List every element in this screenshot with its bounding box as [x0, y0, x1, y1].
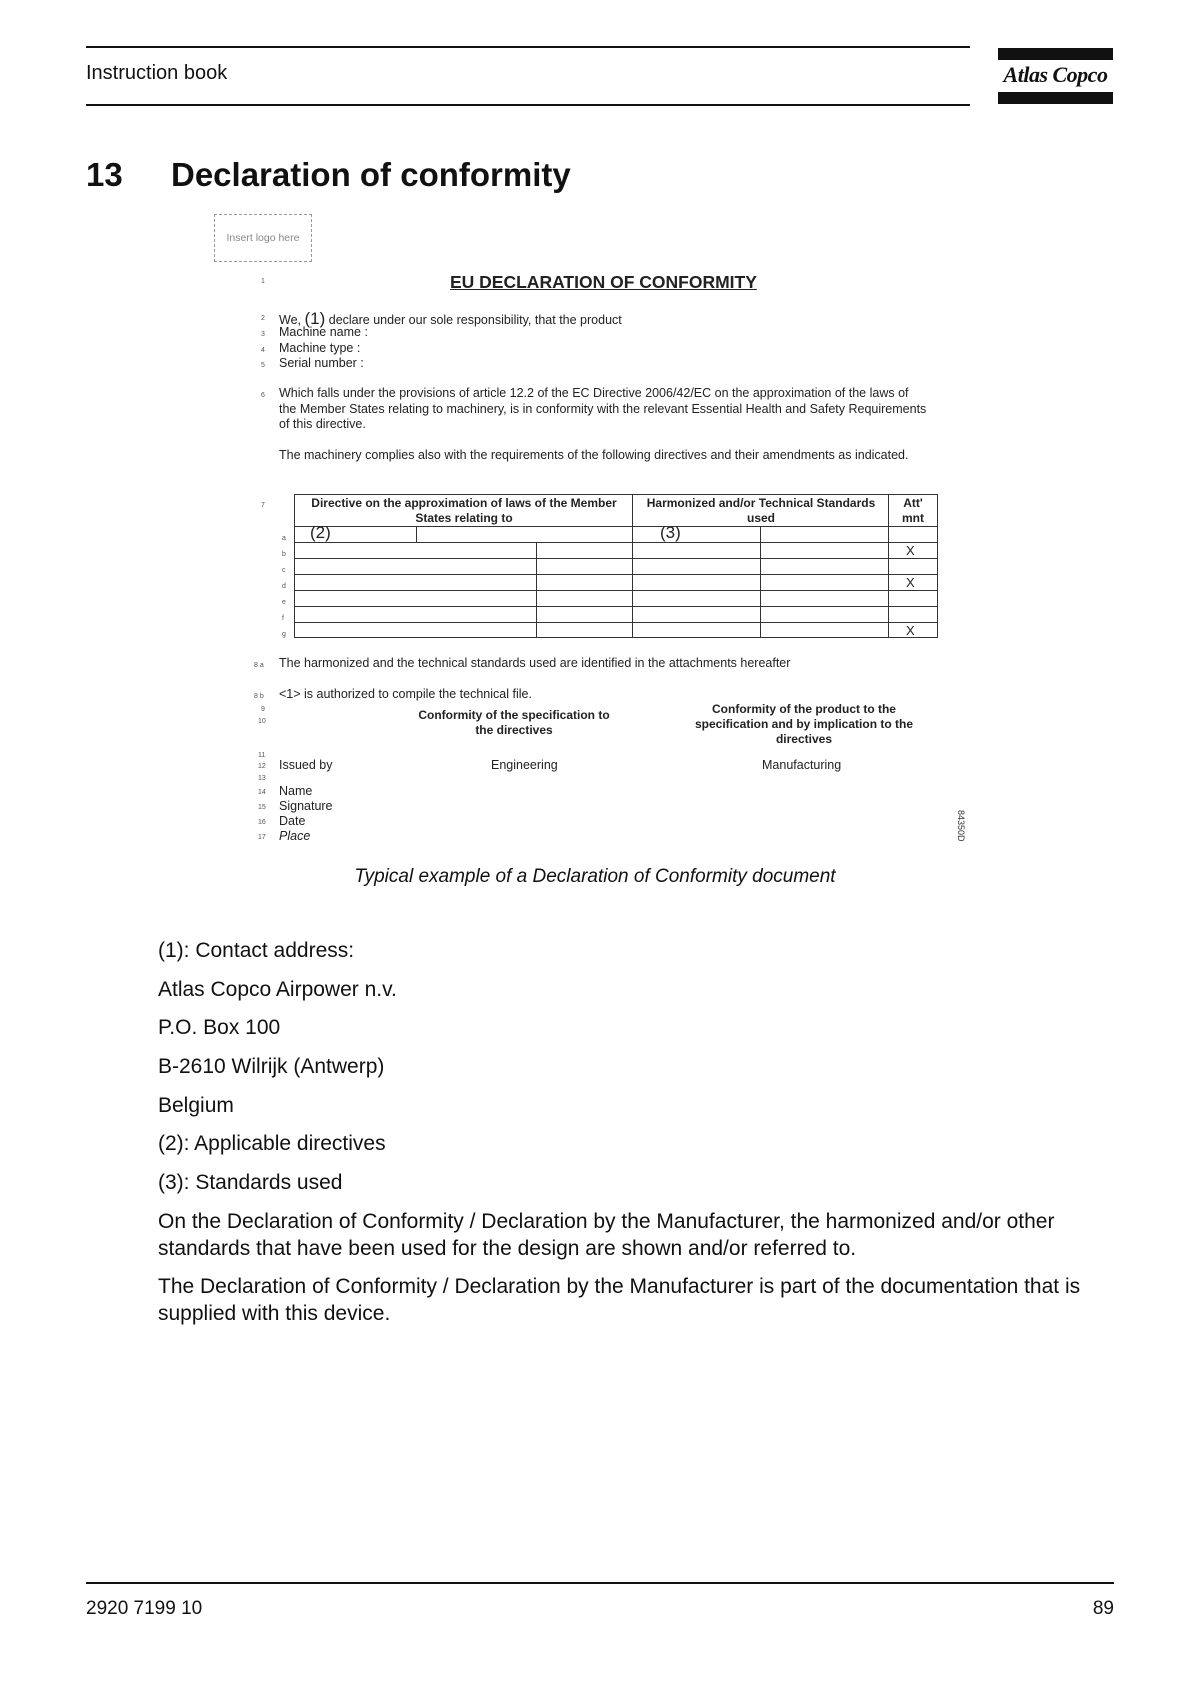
table-subdivider — [536, 542, 537, 638]
conformity-product-header: Conformity of the product to the specification and by implication to the directives — [694, 702, 914, 746]
section-number: 13 — [86, 156, 123, 193]
table-rule — [294, 558, 938, 559]
row-letter: a — [282, 535, 286, 542]
header-bottom-rule — [86, 104, 970, 106]
row-letter: g — [282, 631, 286, 638]
standards-label: (3): Standards used — [158, 1171, 343, 1194]
date-label: Date — [279, 814, 306, 828]
standards-marker: (3) — [660, 523, 681, 542]
row-letter: b — [282, 551, 286, 558]
logo-text: Atlas Copco — [1003, 62, 1108, 87]
logo-placeholder: Insert logo here — [214, 214, 312, 262]
authorized-note: <1> is authorized to compile the technical file. — [279, 687, 532, 701]
col-attachment-header: Att' mnt — [902, 496, 924, 525]
document-number: 2920 7199 10 — [86, 1598, 203, 1619]
row-letter: d — [282, 583, 286, 590]
directives-label: (2): Applicable directives — [158, 1132, 386, 1155]
serial-number: Serial number : — [279, 356, 364, 370]
po-box: P.O. Box 100 — [158, 1016, 281, 1039]
machine-name: Machine name : — [279, 325, 368, 339]
table-rule — [294, 637, 938, 638]
contact-label: (1): Contact address: — [158, 939, 355, 962]
line-number: 5 — [261, 362, 265, 369]
signature-label: Signature — [279, 799, 333, 813]
figure-code: 84350D — [956, 810, 966, 842]
attachment-x: X — [906, 575, 915, 590]
line-number: 15 — [258, 804, 266, 811]
row-letter: f — [282, 615, 284, 622]
table-subdivider — [416, 526, 417, 542]
line-number: 17 — [258, 834, 266, 841]
engineering-label: Engineering — [491, 758, 558, 772]
table-subdivider — [760, 526, 761, 542]
line-number: 8 a — [254, 662, 264, 669]
conformity-spec-header: Conformity of the specification to the directives — [418, 708, 610, 737]
col-standards-header: Harmonized and/or Technical Standards used — [646, 496, 876, 525]
machine-type: Machine type : — [279, 341, 361, 355]
line-number: 8 b — [254, 693, 264, 700]
line-number: 14 — [258, 789, 266, 796]
line-number: 1 — [261, 278, 265, 285]
header-title: Instruction book — [86, 62, 228, 84]
directives-table — [294, 494, 938, 638]
table-divider — [632, 494, 633, 638]
line-number: 16 — [258, 819, 266, 826]
line-number: 13 — [258, 775, 266, 782]
row-letter: c — [282, 567, 286, 574]
table-rule — [294, 622, 938, 623]
country: Belgium — [158, 1094, 234, 1117]
table-border — [937, 494, 938, 638]
figure-caption: Typical example of a Declaration of Conformity document — [354, 866, 836, 887]
line-number: 3 — [261, 331, 265, 338]
section-title: Declaration of conformity — [171, 156, 571, 193]
footer-rule — [86, 1582, 1114, 1584]
line-number: 7 — [261, 502, 265, 509]
table-rule — [294, 574, 938, 575]
company-name: Atlas Copco Airpower n.v. — [158, 978, 397, 1001]
table-subdivider — [760, 542, 761, 638]
logo-bottom-bar — [998, 92, 1113, 104]
row-letter: e — [282, 599, 286, 606]
line-number: 11 — [258, 752, 266, 759]
harmonized-note: The harmonized and the technical standards used are identified in the attachments hereafter — [279, 656, 791, 670]
col-directive-header: Directive on the approximation of laws of the Member States relating to — [311, 496, 617, 525]
line-number: 6 — [261, 392, 265, 399]
line-number: 10 — [258, 718, 266, 725]
line-number: 2 — [261, 315, 265, 322]
manufacturing-label: Manufacturing — [762, 758, 842, 772]
declaration-form-figure — [214, 212, 984, 852]
line-number: 4 — [261, 347, 265, 354]
attachment-x: X — [906, 623, 915, 638]
line-number: 9 — [261, 706, 265, 713]
we-suffix: declare under our sole responsibility, that the product — [328, 313, 622, 327]
table-rule — [294, 606, 938, 607]
table-divider — [888, 494, 889, 638]
paragraph-standards: On the Declaration of Conformity / Declaration by the Manufacturer, the harmonized and/or other standards that have been used for the design are shown and/or referred to. — [158, 1210, 1055, 1260]
page-number: 89 — [1092, 1598, 1114, 1619]
name-label: Name — [279, 784, 313, 798]
logo-top-bar — [998, 48, 1113, 60]
atlas-copco-logo — [998, 48, 1113, 104]
table-border — [294, 494, 295, 638]
attachment-x: X — [906, 543, 915, 558]
city: B-2610 Wilrijk (Antwerp) — [158, 1055, 385, 1078]
directive-marker: (2) — [310, 523, 331, 542]
paragraph-documentation: The Declaration of Conformity / Declaration by the Manufacturer is part of the documentation that is supplied with this device. — [158, 1275, 1081, 1325]
provisions-text: Which falls under the provisions of article 12.2 of the EC Directive 2006/42/EC on the approximation of the laws of the Member States relating to machinery, is in conformity with the relevant Essential Health and Safety Requirements of this directive. — [279, 386, 927, 431]
table-rule — [294, 526, 938, 527]
we-prefix: We, — [279, 313, 301, 327]
issued-by: Issued by — [279, 758, 333, 772]
table-rule — [294, 542, 938, 543]
header-top-rule — [86, 46, 970, 48]
form-title: EU DECLARATION OF CONFORMITY — [450, 272, 757, 292]
we-marker: (1) — [304, 309, 326, 328]
complies-text: The machinery complies also with the requirements of the following directives and their amendments as indicated. — [279, 448, 909, 462]
place-label: Place — [279, 829, 311, 843]
table-rule — [294, 590, 938, 591]
line-number: 12 — [258, 763, 266, 770]
